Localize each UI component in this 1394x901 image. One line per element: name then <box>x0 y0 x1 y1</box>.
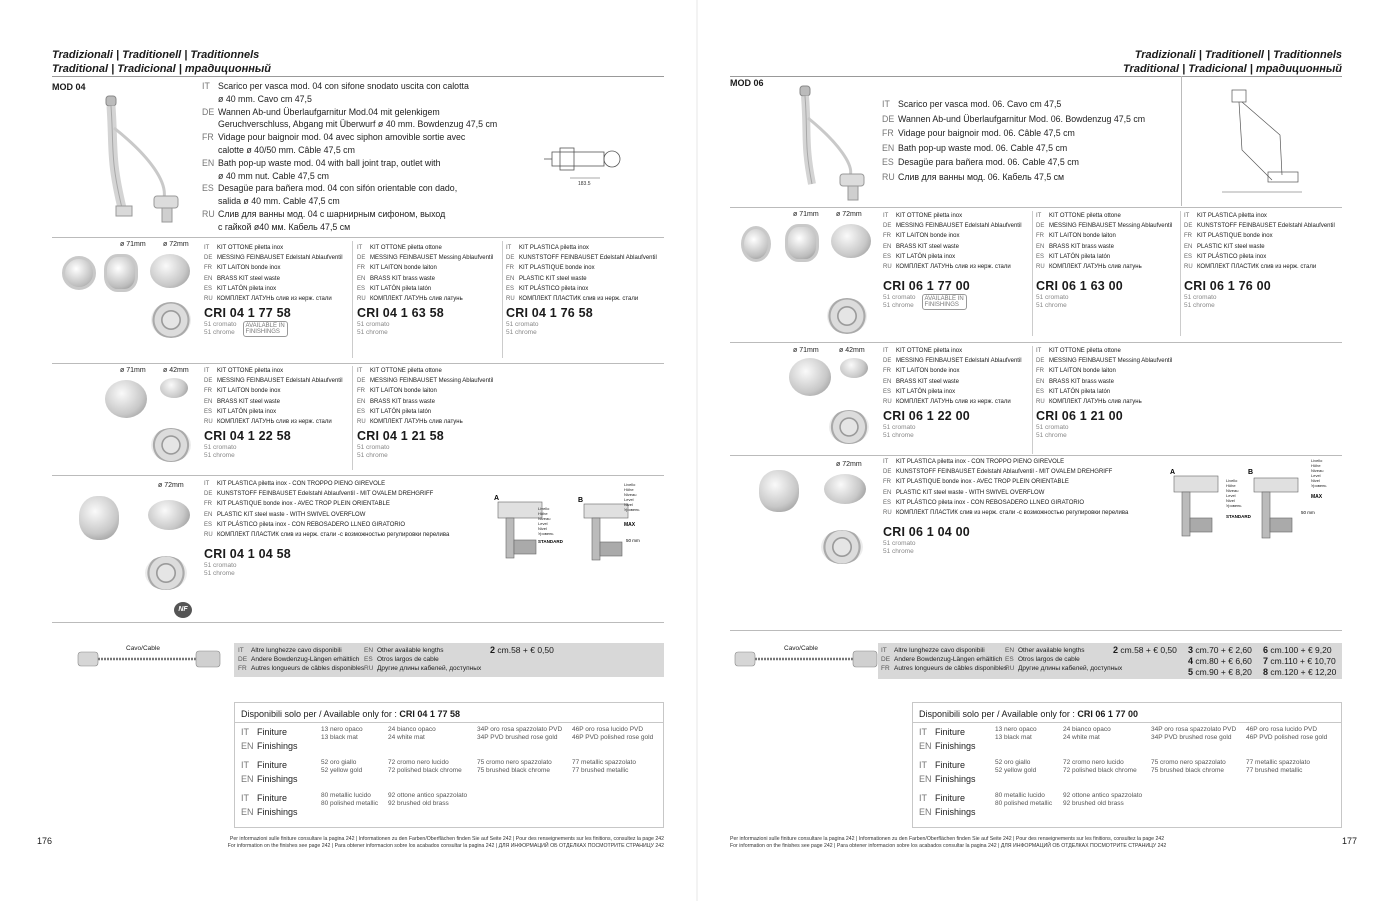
bath-waste-photo <box>92 88 192 233</box>
section-rule <box>52 237 664 238</box>
diagram-level-label: Уровень <box>1226 503 1242 508</box>
finish-item: 13 nero opaco 13 black mat <box>321 726 363 741</box>
cable-price: 2 cm.58 + € 0,50 <box>1113 645 1177 655</box>
kit-item: IT KIT PLASTICA piletta inox DE KUNSTSTOFF FEINBAUSET Edelstahl Ablaufventil FR KIT PLASTIQUE bonde inox EN PLASTIC KIT steel waste ES KIT PLÁSTICO pileta inox RU КОМПЛЕКТ ПЛАСТИК слив из нерж. стали CRI 06 1 76 00 51 cromato 51 chrome <box>1184 213 1335 310</box>
available-in-finishings-badge: AVAILABLE IN FINISHINGS <box>922 294 967 310</box>
finish-item: 92 ottone antico spazzolato 92 brushed old brass <box>388 792 468 807</box>
finish-item: 80 metallic lucido 80 polished metallic <box>995 792 1053 807</box>
product-code: CRI 06 1 22 00 <box>883 409 970 424</box>
page-number: 177 <box>1342 836 1358 846</box>
kit-separator <box>352 241 353 358</box>
header-rule <box>730 76 1342 77</box>
finish-item: 75 cromo nero spazzolato 75 brushed black chrome <box>477 759 552 774</box>
desc-it: IT Scarico per vasca mod. 04 con sifone snodato uscita con calotta ø 40 mm. Cavo cm 47,5 <box>202 81 469 104</box>
section-rule <box>52 475 664 476</box>
diagram-a-label: A <box>494 495 500 502</box>
finish-item: 52 oro giallo 52 yellow gold <box>321 759 363 774</box>
section-rule <box>730 207 1342 208</box>
kit-separator <box>1032 346 1033 454</box>
diagram-level-label: Уровень <box>624 507 640 512</box>
finish-item: 72 cromo nero lucido 72 polished black chrome <box>388 759 462 774</box>
diagram-standard-label: STANDARD <box>538 539 563 544</box>
mod-label: MOD 06 <box>730 78 764 88</box>
section-rule <box>52 363 664 364</box>
cable-price: 2 cm.58 + € 0,50 <box>490 645 554 655</box>
plug-cap-photo <box>150 254 190 288</box>
diagram-max-label: MAX <box>624 522 636 528</box>
diagram-level-label: Уровень <box>1311 483 1327 488</box>
diagram-level-label: Niveau <box>624 492 637 497</box>
drain-grate-photo <box>145 556 187 590</box>
svg-text:Livello Höhe Nivea <box>624 482 639 512</box>
diagram-level-label: Level <box>538 521 548 526</box>
cable-price: 8 cm.120 + € 12,20 <box>1263 667 1337 677</box>
technical-drawing <box>540 140 640 188</box>
swivel-overflow-photo <box>79 496 119 540</box>
product-code: CRI 06 1 77 00 <box>883 279 970 294</box>
kit-separator <box>1180 211 1181 336</box>
diagram-b-label: B <box>578 497 584 504</box>
desc-es: ES Desagüe para bañera mod. 06. Cable 47,5 cm <box>882 157 1079 167</box>
product-code: CRI 04 1 76 58 <box>506 306 593 321</box>
diagram-level-label: Niveau <box>1311 468 1324 473</box>
cable-lengths-box: IT Altre lunghezze cavo disponibili EN Other available lengths DE Andere Bowdenzug-Längen erhältlich ES Otros largos de cable FR Autres longueurs de câbles disponibles RU Другие длины кабелей, доступных 2 cm.58 + € 0,50 3 cm.70 + € 2,60 6 cm.100 + € 9,20 4 cm.80 + € 6,60 7 cm.110 + € 10,70 5 cm.90 + € 8,20 8 cm.120 + € 12,20 <box>878 643 1342 679</box>
finish-item: 52 oro giallo 52 yellow gold <box>995 759 1037 774</box>
diagram-level-label: Nivel <box>1311 478 1320 483</box>
finish-item: 34P oro rosa spazzolato PVD 34P PVD brushed rose gold <box>477 726 563 741</box>
footnote: Per informazioni sulle finiture consultare la pagina 242 | Informationen zu den Farben/Oberflächen finden Sie auf Seite 242 | Pour des renseignements sur les finitions, consultez la page 242 For information on the finishes see page 242 | Para obtener informacion sobre los acabados consultar la pagina 242 | ДЛЯ ИНФОРМАЦИЙ ОБ ОТДЕЛКАХ ПОСМОТРИТЕ СТРАНИЦУ 242 <box>730 836 1167 849</box>
installation-diagram <box>492 480 662 580</box>
page-header <box>1123 48 1342 76</box>
desc-es: ES Desagüe para bañera mod. 04 con sifón orientable con dado, salida ø 40 mm. Cable 47,5 cm <box>202 183 458 207</box>
header-rule <box>52 76 664 77</box>
product-code: CRI 06 1 76 00 <box>1184 279 1271 294</box>
cable-photo <box>733 648 893 674</box>
dim-label: ø 72mm <box>158 482 184 489</box>
dim-label: ø 72mm <box>163 241 189 248</box>
diagram-level-label: Nivel <box>538 526 547 531</box>
kit-item: IT KIT OTTONE piletta ottone DE MESSING FEINBAUSET Messing Ablaufventil FR KIT LAITON bonde laiton EN BRASS KIT brass waste ES KIT LATÓN pileta latón RU КОМПЛЕКТ ЛАТУНЬ слив латунь CRI 06 1 21 00 51 cromato 51 chrome <box>1036 346 1186 440</box>
diagram-standard-label: STANDARD <box>1226 514 1251 519</box>
mod04-description <box>202 80 502 234</box>
desc-it: IT Scarico per vasca mod. 06. Cavo cm 47,5 <box>882 99 1062 109</box>
diagram-max-label: MAX <box>1311 494 1323 500</box>
finishes-box: Disponibili solo per / Available only for : CRI 04 1 77 58 IT Finiture EN Finishings IT Finiture EN Finishings IT Finiture EN Finishings 13 nero opaco 13 black mat 24 bianco opaco 24 white mat 34P oro rosa spazzolato PVD 34P PVD brushed rose gold 46P oro rosa lucido PVD 46P PVD polished rose gold 52 oro giallo 52 yellow gold 72 cromo nero lucido 72 polished black chrome 75 cromo nero spazzolato 75 brushed black chrome 77 metallic spazzolato 77 brushed metallic 80 metallic lucido 80 polished metallic 92 ottone antico spazzolato 92 brushed old brass <box>234 702 664 828</box>
finish-item: 46P oro rosa lucido PVD 46P PVD polished rose gold <box>572 726 654 741</box>
dim-label: ø 72mm <box>836 211 862 218</box>
cable-price: 6 cm.100 + € 9,20 <box>1263 645 1332 655</box>
available-in-finishings-badge: AVAILABLE IN FINISHINGS <box>243 321 288 337</box>
cable-price: 3 cm.70 + € 2,60 <box>1188 645 1252 655</box>
plug-cap-photo <box>824 474 866 504</box>
cable-price: 4 cm.80 + € 6,60 <box>1188 656 1252 666</box>
plug-cap-photo <box>831 224 871 258</box>
cable-label: Cavo/Cable <box>126 645 160 652</box>
dim-label: ø 71mm <box>120 241 146 248</box>
finish-item: 46P oro rosa lucido PVD 46P PVD polished rose gold <box>1246 726 1328 741</box>
diagram-level-label: Höhe <box>1311 463 1321 468</box>
svg-text:Livello Höhe Nivea <box>1226 478 1241 508</box>
section-rule <box>730 342 1342 343</box>
header-line-1: Tradizionali | Traditionell | Traditionnels <box>52 49 260 61</box>
diagram-level-label: Livello <box>1311 458 1323 463</box>
diagram-level-label: Höhe <box>1226 483 1236 488</box>
desc-ru: RU Слив для ванны мод. 06. Кабель 47,5 см <box>882 171 1065 182</box>
desc-fr: FR Vidage pour baignoir mod. 06. Câble 47,5 cm <box>882 128 1075 138</box>
finishes-title: Disponibili solo per / Available only for : CRI 06 1 77 00 <box>919 709 1138 719</box>
drain-grate-photo <box>151 302 191 338</box>
dim-label: ø 71mm <box>793 211 819 218</box>
diagram-level-label: Niveau <box>1226 488 1239 493</box>
ring-photo <box>785 224 819 262</box>
finishes-title: Disponibili solo per / Available only for : CRI 04 1 77 58 <box>241 709 460 719</box>
finish-item: 24 bianco opaco 24 white mat <box>388 726 436 741</box>
diagram-level-label: Livello <box>624 482 636 487</box>
finish-item: 34P oro rosa spazzolato PVD 34P PVD brushed rose gold <box>1151 726 1237 741</box>
cable-price: 7 cm.110 + € 10,70 <box>1263 656 1336 666</box>
plug-cap-photo <box>840 358 868 378</box>
dim-183-5: 183.5 <box>578 181 591 187</box>
diagram-level-label: Nivel <box>624 502 633 507</box>
product-code: CRI 06 1 21 00 <box>1036 409 1123 424</box>
right-page <box>697 0 1394 901</box>
kit-item: IT KIT OTTONE piletta inox DE MESSING FEINBAUSET Edelstahl Ablaufventil FR KIT LAITON bonde inox EN BRASS KIT steel waste ES KIT LATÓN pileta inox RU КОМПЛЕКТ ЛАТУНЬ слив из нерж. стали CRI 06 1 77 00 51 cromato 51 chrome AVAILABLE IN FINISHINGS <box>883 211 1033 310</box>
diagram-level-label: Livello <box>538 506 550 511</box>
header-line-2: Traditional | Tradicional | традиционный <box>1123 63 1342 75</box>
dim-label: ø 72mm <box>836 461 862 468</box>
desc-fr: FR Vidage pour baignoir mod. 04 avec siphon amovible sortie avec calotte ø 40/50 mm. Câble 47,5 cm <box>202 132 466 155</box>
diagram-level-label: Livello <box>1226 478 1238 483</box>
mod-label: MOD 04 <box>52 82 86 92</box>
kit-item: IT KIT OTTONE piletta ottone DE MESSING FEINBAUSET Messing Ablaufventil FR KIT LAITON bonde laiton EN BRASS KIT brass waste ES KIT LATÓN pileta latón RU КОМПЛЕКТ ЛАТУНЬ слив латунь CRI 06 1 63 00 51 cromato 51 chrome <box>1036 211 1186 310</box>
drain-grate-photo <box>829 410 869 444</box>
drain-grate-photo <box>827 298 867 334</box>
dim-label: ø 71mm <box>120 367 146 374</box>
desc-ru: RU Слив для ванны мод. 04 с шарнирным сифоном, выход с гайкой ø40 мм. Кабель 47,5 см <box>202 208 446 232</box>
kit-item: IT KIT OTTONE piletta ottone DE MESSING FEINBAUSET Messing Ablaufventil FR KIT LAITON bonde laiton EN BRASS KIT brass waste ES KIT LATÓN pileta latón RU КОМПЛЕКТ ЛАТУНЬ слив латунь CRI 04 1 63 58 51 cromato 51 chrome <box>357 243 507 337</box>
kit-item: IT KIT PLASTICA piletta inox - CON TROPPO PIENO GIREVOLE DE KUNSTSTOFF FEINBAUSET Edelstahl Ablaufventil - MIT OVALEM DREHGRIFF FR KIT PLASTIQUE bonde inox - AVEC TROP PLEIN ORIENTABLE EN PLASTIC KIT steel waste - WITH SWIVEL OVERFLOW ES KIT PLÁSTICO pileta inox - CON REBOSADERO LLNEO GIRATORIO RU КОМПЛЕКТ ПЛАСТИК слив из нерж. стали -с возможностью регулировки перелива CRI 06 1 04 00 51 cromato 51 chrome <box>883 457 1173 556</box>
ring-photo <box>62 256 96 290</box>
kit-separator <box>352 366 353 470</box>
desc-de: DE Wannen Ab-und Überlaufgarnitur Mod. 06. Bowdenzug 47,5 cm <box>882 113 1146 124</box>
diagram-level-label: Level <box>1311 473 1321 478</box>
diagram-50mm-label: 50 mm <box>626 538 640 543</box>
cable-photo <box>76 648 236 674</box>
diagram-level-label: Level <box>1226 493 1236 498</box>
finish-item: 24 bianco opaco 24 white mat <box>1063 726 1111 741</box>
finish-item: 80 metallic lucido 80 polished metallic <box>321 792 379 807</box>
footnote: Per informazioni sulle finiture consultare la pagina 242 | Informationen zu den Farben/Oberflächen finden Sie auf Seite 242 | Pour des renseignements sur les finitions, consultez la page 242 For information on the finishes see page 242 | Para obtener informacion sobre los acabados consultar la pagina 242 | ДЛЯ ИНФОРМАЦИЙ ОБ ОТДЕЛКАХ ПОСМОТРИТЕ СТРАНИЦУ 242 <box>227 836 664 849</box>
page-number: 176 <box>37 836 53 846</box>
overflow-cap-photo <box>105 380 147 418</box>
diagram-b-label: B <box>1248 469 1254 476</box>
diagram-level-label: Nivel <box>1226 498 1235 503</box>
desc-en: EN Bath pop-up waste mod. 06. Cable 47,5 cm <box>882 142 1068 153</box>
product-code: CRI 04 1 04 58 <box>204 547 291 562</box>
cable-label: Cavo/Cable <box>784 645 818 652</box>
ring-photo <box>104 254 138 292</box>
svg-text:Livello Höhe Nivea <box>538 506 553 536</box>
kit-item: IT KIT OTTONE piletta inox DE MESSING FEINBAUSET Edelstahl Ablaufventil FR KIT LAITON bonde inox EN BRASS KIT steel waste ES KIT LATÓN pileta inox RU КОМПЛЕКТ ЛАТУНЬ слив из нерж. стали CRI 06 1 22 00 51 cromato 51 chrome <box>883 346 1033 440</box>
mod06-description <box>882 97 1182 184</box>
technical-drawing <box>1202 80 1327 202</box>
drain-grate-photo <box>151 428 191 462</box>
kit-item: IT KIT OTTONE piletta inox DE MESSING FEINBAUSET Edelstahl Ablaufventil FR KIT LAITON bonde inox EN BRASS KIT steel waste ES KIT LATÓN pileta inox RU КОМПЛЕКТ ЛАТУНЬ слив из нерж. стали CRI 04 1 77 58 51 cromato 51 chrome AVAILABLE IN FINISHINGS <box>204 243 354 337</box>
finish-item: 77 metallic spazzolato 77 brushed metallic <box>1246 759 1310 774</box>
kit-item: IT KIT OTTONE piletta inox DE MESSING FEINBAUSET Edelstahl Ablaufventil FR KIT LAITON bonde inox EN BRASS KIT steel waste ES KIT LATÓN pileta inox RU КОМПЛЕКТ ЛАТУНЬ слив из нерж. стали CRI 04 1 22 58 51 cromato 51 chrome <box>204 366 354 460</box>
swivel-overflow-photo <box>759 470 799 512</box>
product-code: CRI 06 1 04 00 <box>883 525 970 540</box>
finish-item: 92 ottone antico spazzolato 92 brushed old brass <box>1063 792 1143 807</box>
product-code: CRI 06 1 63 00 <box>1036 279 1123 294</box>
diagram-level-label: Höhe <box>538 511 548 516</box>
cable-price: 5 cm.90 + € 8,20 <box>1188 667 1252 677</box>
svg-text:Livello Höhe Nivea <box>1311 458 1326 488</box>
desc-de: DE Wannen Ab-und Überlaufgarnitur Mod.04 mit gelenkigem Geruchverschluss, Abgang mit Überwurf ø 40 mm. Bowdenzug 47,5 cm <box>202 106 498 130</box>
kit-item: IT KIT PLASTICA piletta inox DE KUNSTSTOFF FEINBAUSET Edelstahl Ablaufventil FR KIT PLASTIQUE bonde inox EN PLASTIC KIT steel waste ES KIT PLÁSTICO pileta inox RU КОМПЛЕКТ ПЛАСТИК слив из нерж. стали CRI 04 1 76 58 51 cromato 51 chrome <box>506 245 657 337</box>
diagram-level-label: Höhe <box>624 487 634 492</box>
kit-item: IT KIT OTTONE piletta ottone DE MESSING FEINBAUSET Messing Ablaufventil FR KIT LAITON bonde laiton EN BRASS KIT brass waste ES KIT LATÓN pileta latón RU КОМПЛЕКТ ЛАТУНЬ слив латунь CRI 04 1 21 58 51 cromato 51 chrome <box>357 366 507 460</box>
ring-photo <box>741 226 771 262</box>
page-header <box>52 48 271 76</box>
kit-separator <box>1032 211 1033 336</box>
header-line-2: Traditional | Tradicional | традиционный <box>52 63 271 75</box>
product-code: CRI 04 1 63 58 <box>357 306 444 321</box>
finish-item: 13 nero opaco 13 black mat <box>995 726 1037 741</box>
section-rule <box>730 630 1342 631</box>
product-code: CRI 04 1 22 58 <box>204 429 291 444</box>
plug-cap-photo <box>160 378 188 398</box>
diagram-a-label: A <box>1170 469 1176 476</box>
nf-certification-badge: NF <box>174 602 192 618</box>
bath-waste-photo <box>790 84 880 204</box>
section-rule <box>52 622 664 623</box>
finish-item: 75 cromo nero spazzolato 75 brushed black chrome <box>1151 759 1226 774</box>
kit-separator <box>502 241 503 358</box>
dim-label: ø 71mm <box>793 347 819 354</box>
finishes-box: Disponibili solo per / Available only for : CRI 06 1 77 00 IT Finiture EN Finishings IT Finiture EN Finishings IT Finiture EN Finishings 13 nero opaco 13 black mat 24 bianco opaco 24 white mat 34P oro rosa spazzolato PVD 34P PVD brushed rose gold 46P oro rosa lucido PVD 46P PVD polished rose gold 52 oro giallo 52 yellow gold 72 cromo nero lucido 72 polished black chrome 75 cromo nero spazzolato 75 brushed black chrome 77 metallic spazzolato 77 brushed metallic 80 metallic lucido 80 polished metallic 92 ottone antico spazzolato 92 brushed old brass <box>912 702 1342 828</box>
diagram-level-label: Niveau <box>538 516 551 521</box>
dim-label: ø 42mm <box>163 367 189 374</box>
kit-item: IT KIT PLASTICA piletta inox - CON TROPPO PIENO GIREVOLE DE KUNSTSTOFF FEINBAUSET Edelstahl Ablaufventil - MIT OVALEM DREHGRIFF FR KIT PLASTIQUE bonde inox - AVEC TROP PLEIN ORIENTABLE EN PLASTIC KIT steel waste - WITH SWIVEL OVERFLOW ES KIT PLÁSTICO pileta inox - CON REBOSADERO LLNEO GIRATORIO RU КОМПЛЕКТ ПЛАСТИК слив из нерж. стали -с возможностью регулировки перелива CRI 04 1 04 58 51 cromato 51 chrome <box>204 479 494 578</box>
installation-diagram <box>1168 456 1343 556</box>
cable-lengths-box: IT Altre lunghezze cavo disponibili EN Other available lengths DE Andere Bowdenzug-Längen erhältlich ES Otros largos de cable FR Autres longueurs de câbles disponibles RU Другие длины кабелей, доступных 2 cm.58 + € 0,50 <box>234 643 664 677</box>
desc-en: EN Bath pop-up waste mod. 04 with ball joint trap, outlet with ø 40 mm nut. Cable 47,5 cm <box>202 157 441 181</box>
diagram-level-label: Уровень <box>538 531 554 536</box>
dim-label: ø 42mm <box>839 347 865 354</box>
header-line-1: Tradizionali | Traditionell | Traditionnels <box>1134 49 1342 61</box>
product-code: CRI 04 1 21 58 <box>357 429 444 444</box>
diagram-level-label: Level <box>624 497 634 502</box>
plug-cap-photo <box>148 500 190 530</box>
finish-item: 77 metallic spazzolato 77 brushed metallic <box>572 759 636 774</box>
product-code: CRI 04 1 77 58 <box>204 306 291 321</box>
drain-grate-photo <box>821 530 863 564</box>
finish-item: 72 cromo nero lucido 72 polished black chrome <box>1063 759 1137 774</box>
divider <box>1181 76 1182 206</box>
diagram-50mm-label: 50 mm <box>1301 510 1315 515</box>
overflow-cap-photo <box>789 358 831 396</box>
